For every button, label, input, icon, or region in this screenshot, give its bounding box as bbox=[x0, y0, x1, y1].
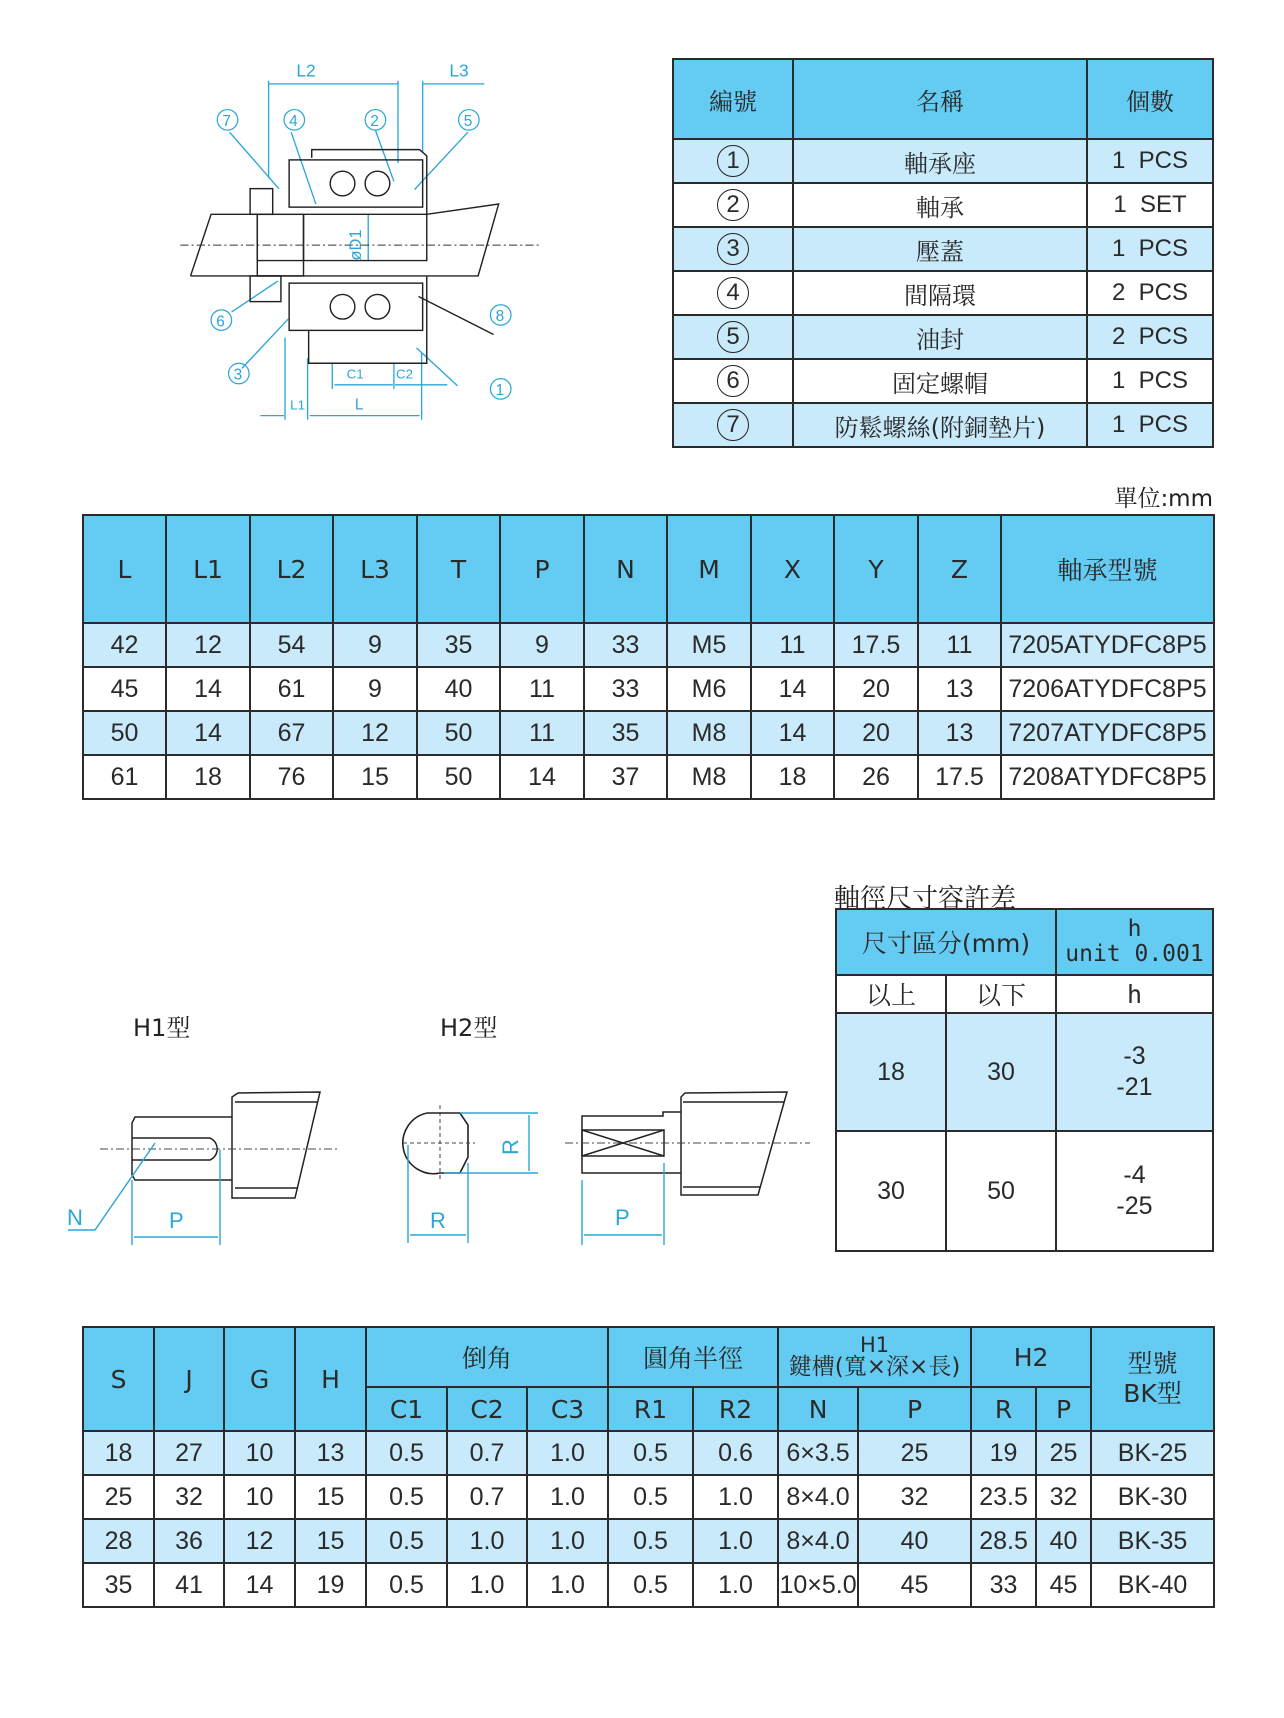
cell: M6 bbox=[667, 667, 751, 711]
cell: 12 bbox=[333, 711, 417, 755]
part-qty: 1 PCS bbox=[1087, 359, 1213, 403]
dimension-table bbox=[82, 514, 1215, 800]
shaft-end-h1-drawing bbox=[60, 1085, 360, 1265]
part-number: 1 bbox=[717, 145, 749, 177]
cell: 61 bbox=[83, 755, 166, 799]
cell: 25 bbox=[1036, 1431, 1091, 1475]
cell: 13 bbox=[918, 711, 1001, 755]
label-r-horizontal: R bbox=[430, 1208, 446, 1233]
cell: 32 bbox=[154, 1475, 224, 1519]
cell bbox=[1056, 1013, 1213, 1131]
label-d1: øD1 bbox=[347, 229, 366, 261]
cell: 10 bbox=[224, 1475, 295, 1519]
cell: 0.5 bbox=[608, 1519, 693, 1563]
header-qty: 個數 bbox=[1087, 59, 1213, 139]
header-h2-p: P bbox=[1036, 1387, 1091, 1431]
shaft-dimension-table bbox=[82, 1326, 1215, 1608]
cell: 40 bbox=[858, 1519, 971, 1563]
part-qty: 2 PCS bbox=[1087, 315, 1213, 359]
cell: 1.0 bbox=[447, 1563, 527, 1607]
cell: 18 bbox=[83, 1431, 154, 1475]
part-number: 2 bbox=[717, 189, 749, 221]
cell: 1.0 bbox=[527, 1563, 608, 1607]
table-row bbox=[83, 1519, 1214, 1563]
cell: BK-35 bbox=[1091, 1519, 1214, 1563]
header-model-top: 型號 bbox=[1127, 1349, 1178, 1378]
header-m: M bbox=[667, 515, 751, 623]
cell: 11 bbox=[500, 711, 584, 755]
header-g: G bbox=[224, 1327, 295, 1431]
tolerance-title: 軸徑尺寸容許差 bbox=[834, 884, 1017, 914]
cell: 67 bbox=[250, 711, 333, 755]
cell: 15 bbox=[295, 1519, 366, 1563]
table-row bbox=[673, 403, 1213, 447]
cell: 1.0 bbox=[527, 1431, 608, 1475]
cell: BK-40 bbox=[1091, 1563, 1214, 1607]
cell: 50 bbox=[417, 755, 500, 799]
cell: 0.5 bbox=[608, 1475, 693, 1519]
header-size-range: 尺寸區分(mm) bbox=[836, 909, 1056, 975]
part-number: 4 bbox=[717, 277, 749, 309]
cell: 1.0 bbox=[693, 1563, 778, 1607]
label-l2: L2 bbox=[296, 60, 316, 81]
header-h2: H2 bbox=[971, 1327, 1091, 1387]
header-h1-keyway bbox=[778, 1327, 971, 1387]
cell: 7207ATYDFC8P5 bbox=[1001, 711, 1214, 755]
cell: 0.6 bbox=[693, 1431, 778, 1475]
label-c1: C1 bbox=[346, 366, 364, 382]
header-y: Y bbox=[834, 515, 918, 623]
parts-table bbox=[672, 58, 1214, 448]
table-row bbox=[83, 711, 1214, 755]
table-row bbox=[836, 1013, 1213, 1131]
header-h1: H1 bbox=[859, 1333, 890, 1357]
part-name: 間隔環 bbox=[793, 271, 1087, 315]
header-keyway: 鍵槽(寬×深×長) bbox=[788, 1354, 961, 1380]
h1-title: H1型 bbox=[133, 1014, 191, 1042]
cell: 7206ATYDFC8P5 bbox=[1001, 667, 1214, 711]
part-number: 6 bbox=[717, 365, 749, 397]
part-name: 壓蓋 bbox=[793, 227, 1087, 271]
h-upper: -4 bbox=[1123, 1160, 1146, 1189]
cell: 35 bbox=[584, 711, 667, 755]
cell: 9 bbox=[333, 667, 417, 711]
cell: 45 bbox=[83, 667, 166, 711]
table-row bbox=[673, 139, 1213, 183]
cell: 28 bbox=[83, 1519, 154, 1563]
cell: 7208ATYDFC8P5 bbox=[1001, 755, 1214, 799]
cell: 12 bbox=[166, 623, 250, 667]
header-c3: C3 bbox=[527, 1387, 608, 1431]
label-c2: C2 bbox=[395, 366, 414, 382]
cell: 1.0 bbox=[527, 1475, 608, 1519]
header-h2-r: R bbox=[971, 1387, 1036, 1431]
cell: 0.5 bbox=[366, 1431, 447, 1475]
cell: 19 bbox=[295, 1563, 366, 1607]
cell: M8 bbox=[667, 711, 751, 755]
h-lower: -21 bbox=[1116, 1073, 1153, 1101]
svg-text:8: 8 bbox=[495, 308, 505, 326]
unit-label: 單位:mm bbox=[1114, 486, 1213, 512]
header-l2: L2 bbox=[250, 515, 333, 623]
cell: 20 bbox=[834, 711, 918, 755]
header-l3: L3 bbox=[333, 515, 417, 623]
header-model bbox=[1091, 1327, 1214, 1431]
header-l1: L1 bbox=[166, 515, 250, 623]
sub-header-above: 以上 bbox=[836, 975, 946, 1013]
cell: BK-25 bbox=[1091, 1431, 1214, 1475]
header-n: N bbox=[584, 515, 667, 623]
cell: 19 bbox=[971, 1431, 1036, 1475]
cell: 9 bbox=[500, 623, 584, 667]
cell: 32 bbox=[858, 1475, 971, 1519]
cell: 20 bbox=[834, 667, 918, 711]
cell: 14 bbox=[224, 1563, 295, 1607]
cell: 15 bbox=[295, 1475, 366, 1519]
table-row bbox=[673, 315, 1213, 359]
part-qty: 1 PCS bbox=[1087, 403, 1213, 447]
table-row bbox=[83, 1563, 1214, 1607]
cell: 33 bbox=[584, 667, 667, 711]
svg-text:7: 7 bbox=[222, 113, 231, 130]
cell: 1.0 bbox=[693, 1519, 778, 1563]
header-x: X bbox=[751, 515, 834, 623]
cell: 12 bbox=[224, 1519, 295, 1563]
table-row bbox=[83, 1475, 1214, 1519]
cell: 76 bbox=[250, 755, 333, 799]
cell: 37 bbox=[584, 755, 667, 799]
header-p: P bbox=[500, 515, 584, 623]
cell: 25 bbox=[858, 1431, 971, 1475]
label-l1: L1 bbox=[290, 397, 306, 413]
cell: 25 bbox=[83, 1475, 154, 1519]
svg-text:1: 1 bbox=[495, 382, 505, 400]
part-name: 防鬆螺絲(附銅墊片) bbox=[793, 403, 1087, 447]
table-row bbox=[836, 1131, 1213, 1251]
cell: 30 bbox=[836, 1131, 946, 1251]
cell: 40 bbox=[1036, 1519, 1091, 1563]
cell: M8 bbox=[667, 755, 751, 799]
cell: 50 bbox=[83, 711, 166, 755]
cell: 18 bbox=[166, 755, 250, 799]
sub-header-below: 以下 bbox=[946, 975, 1056, 1013]
cell bbox=[1056, 1131, 1213, 1251]
cell: 18 bbox=[751, 755, 834, 799]
header-p: P bbox=[858, 1387, 971, 1431]
part-qty: 1 PCS bbox=[1087, 139, 1213, 183]
cell: M5 bbox=[667, 623, 751, 667]
cell: 0.5 bbox=[366, 1475, 447, 1519]
label-l3: L3 bbox=[449, 60, 469, 81]
cell: 40 bbox=[417, 667, 500, 711]
svg-text:2: 2 bbox=[370, 113, 379, 130]
cell: 28.5 bbox=[971, 1519, 1036, 1563]
cell: 10 bbox=[224, 1431, 295, 1475]
cell: 0.5 bbox=[366, 1563, 447, 1607]
header-c2: C2 bbox=[447, 1387, 527, 1431]
cell: 33 bbox=[584, 623, 667, 667]
cell: 1.0 bbox=[527, 1519, 608, 1563]
part-name: 固定螺帽 bbox=[793, 359, 1087, 403]
part-name: 油封 bbox=[793, 315, 1087, 359]
cell: 7205ATYDFC8P5 bbox=[1001, 623, 1214, 667]
header-unit: unit 0.001 bbox=[1065, 941, 1204, 967]
header-n: N bbox=[778, 1387, 858, 1431]
cell: 35 bbox=[417, 623, 500, 667]
header-h-unit bbox=[1056, 909, 1213, 975]
cell: 0.5 bbox=[608, 1563, 693, 1607]
sub-header-h: h bbox=[1056, 975, 1213, 1013]
cell: 13 bbox=[918, 667, 1001, 711]
part-number: 5 bbox=[717, 321, 749, 353]
table-row bbox=[673, 271, 1213, 315]
cell: 14 bbox=[166, 711, 250, 755]
table-row bbox=[83, 623, 1214, 667]
table-row bbox=[673, 227, 1213, 271]
cell: 9 bbox=[333, 623, 417, 667]
header-c1: C1 bbox=[366, 1387, 447, 1431]
h2-title: H2型 bbox=[440, 1014, 498, 1042]
svg-text:4: 4 bbox=[289, 113, 298, 130]
header-name: 名稱 bbox=[793, 59, 1087, 139]
tolerance-table bbox=[835, 908, 1214, 1252]
cell: 18 bbox=[836, 1013, 946, 1131]
header-r2: R2 bbox=[693, 1387, 778, 1431]
bearing-assembly-drawing bbox=[180, 50, 540, 430]
header-j: J bbox=[154, 1327, 224, 1431]
cell: 14 bbox=[751, 711, 834, 755]
svg-text:5: 5 bbox=[463, 113, 473, 130]
header-r1: R1 bbox=[608, 1387, 693, 1431]
header-bearing-model: 軸承型號 bbox=[1001, 515, 1214, 623]
table-row bbox=[673, 183, 1213, 227]
cell: 8×4.0 bbox=[778, 1475, 858, 1519]
svg-text:3: 3 bbox=[233, 366, 243, 384]
label-r-vertical: R bbox=[498, 1139, 523, 1155]
header-z: Z bbox=[918, 515, 1001, 623]
part-name: 軸承 bbox=[793, 183, 1087, 227]
table-row bbox=[83, 755, 1214, 799]
cell: 35 bbox=[83, 1563, 154, 1607]
part-name: 軸承座 bbox=[793, 139, 1087, 183]
cell: 11 bbox=[500, 667, 584, 711]
cell: 0.7 bbox=[447, 1475, 527, 1519]
cell: 61 bbox=[250, 667, 333, 711]
label-l: L bbox=[354, 396, 364, 414]
table-row bbox=[83, 1431, 1214, 1475]
header-fillet-radius: 圓角半徑 bbox=[608, 1327, 778, 1387]
h-upper: -3 bbox=[1123, 1041, 1146, 1070]
cell: 15 bbox=[333, 755, 417, 799]
cell: 1.0 bbox=[447, 1519, 527, 1563]
cell: 14 bbox=[500, 755, 584, 799]
cell: 13 bbox=[295, 1431, 366, 1475]
header-h: h bbox=[1127, 915, 1142, 942]
cell: 8×4.0 bbox=[778, 1519, 858, 1563]
cell: 54 bbox=[250, 623, 333, 667]
shaft-end-h2-side-drawing bbox=[565, 1085, 815, 1265]
cell: 26 bbox=[834, 755, 918, 799]
cell: 0.5 bbox=[366, 1519, 447, 1563]
label-n: N bbox=[67, 1205, 83, 1230]
part-number: 7 bbox=[717, 409, 749, 441]
label-p: P bbox=[169, 1208, 184, 1233]
cell: 17.5 bbox=[834, 623, 918, 667]
cell: 50 bbox=[417, 711, 500, 755]
header-t: T bbox=[417, 515, 500, 623]
cell: 23.5 bbox=[971, 1475, 1036, 1519]
cell: 0.7 bbox=[447, 1431, 527, 1475]
cell: 41 bbox=[154, 1563, 224, 1607]
part-qty: 2 PCS bbox=[1087, 271, 1213, 315]
cell: 30 bbox=[946, 1013, 1056, 1131]
cell: 45 bbox=[1036, 1563, 1091, 1607]
part-number: 3 bbox=[717, 233, 749, 265]
cell: 6×3.5 bbox=[778, 1431, 858, 1475]
table-row bbox=[673, 359, 1213, 403]
cell: 33 bbox=[971, 1563, 1036, 1607]
label-p: P bbox=[615, 1205, 630, 1230]
cell: 50 bbox=[946, 1131, 1056, 1251]
header-row bbox=[83, 515, 1214, 623]
cell: 17.5 bbox=[918, 755, 1001, 799]
cell: 32 bbox=[1036, 1475, 1091, 1519]
cell: 14 bbox=[751, 667, 834, 711]
cell: 42 bbox=[83, 623, 166, 667]
cell: 1.0 bbox=[693, 1475, 778, 1519]
part-qty: 1 PCS bbox=[1087, 227, 1213, 271]
cell: 45 bbox=[858, 1563, 971, 1607]
cell: 11 bbox=[918, 623, 1001, 667]
header-s: S bbox=[83, 1327, 154, 1431]
header-chamfer: 倒角 bbox=[366, 1327, 608, 1387]
header-h: H bbox=[295, 1327, 366, 1431]
part-qty: 1 SET bbox=[1087, 183, 1213, 227]
cell: 0.5 bbox=[608, 1431, 693, 1475]
header-l: L bbox=[83, 515, 166, 623]
header-model-bottom: BK型 bbox=[1123, 1379, 1182, 1408]
cell: 27 bbox=[154, 1431, 224, 1475]
cell: 10×5.0 bbox=[778, 1563, 858, 1607]
cell: 11 bbox=[751, 623, 834, 667]
header-no: 編號 bbox=[673, 59, 793, 139]
h-lower: -25 bbox=[1116, 1192, 1153, 1220]
cell: 36 bbox=[154, 1519, 224, 1563]
cell: BK-30 bbox=[1091, 1475, 1214, 1519]
cell: 14 bbox=[166, 667, 250, 711]
table-row bbox=[83, 667, 1214, 711]
shaft-end-h2-section-drawing bbox=[400, 1085, 560, 1265]
svg-text:6: 6 bbox=[216, 313, 225, 331]
